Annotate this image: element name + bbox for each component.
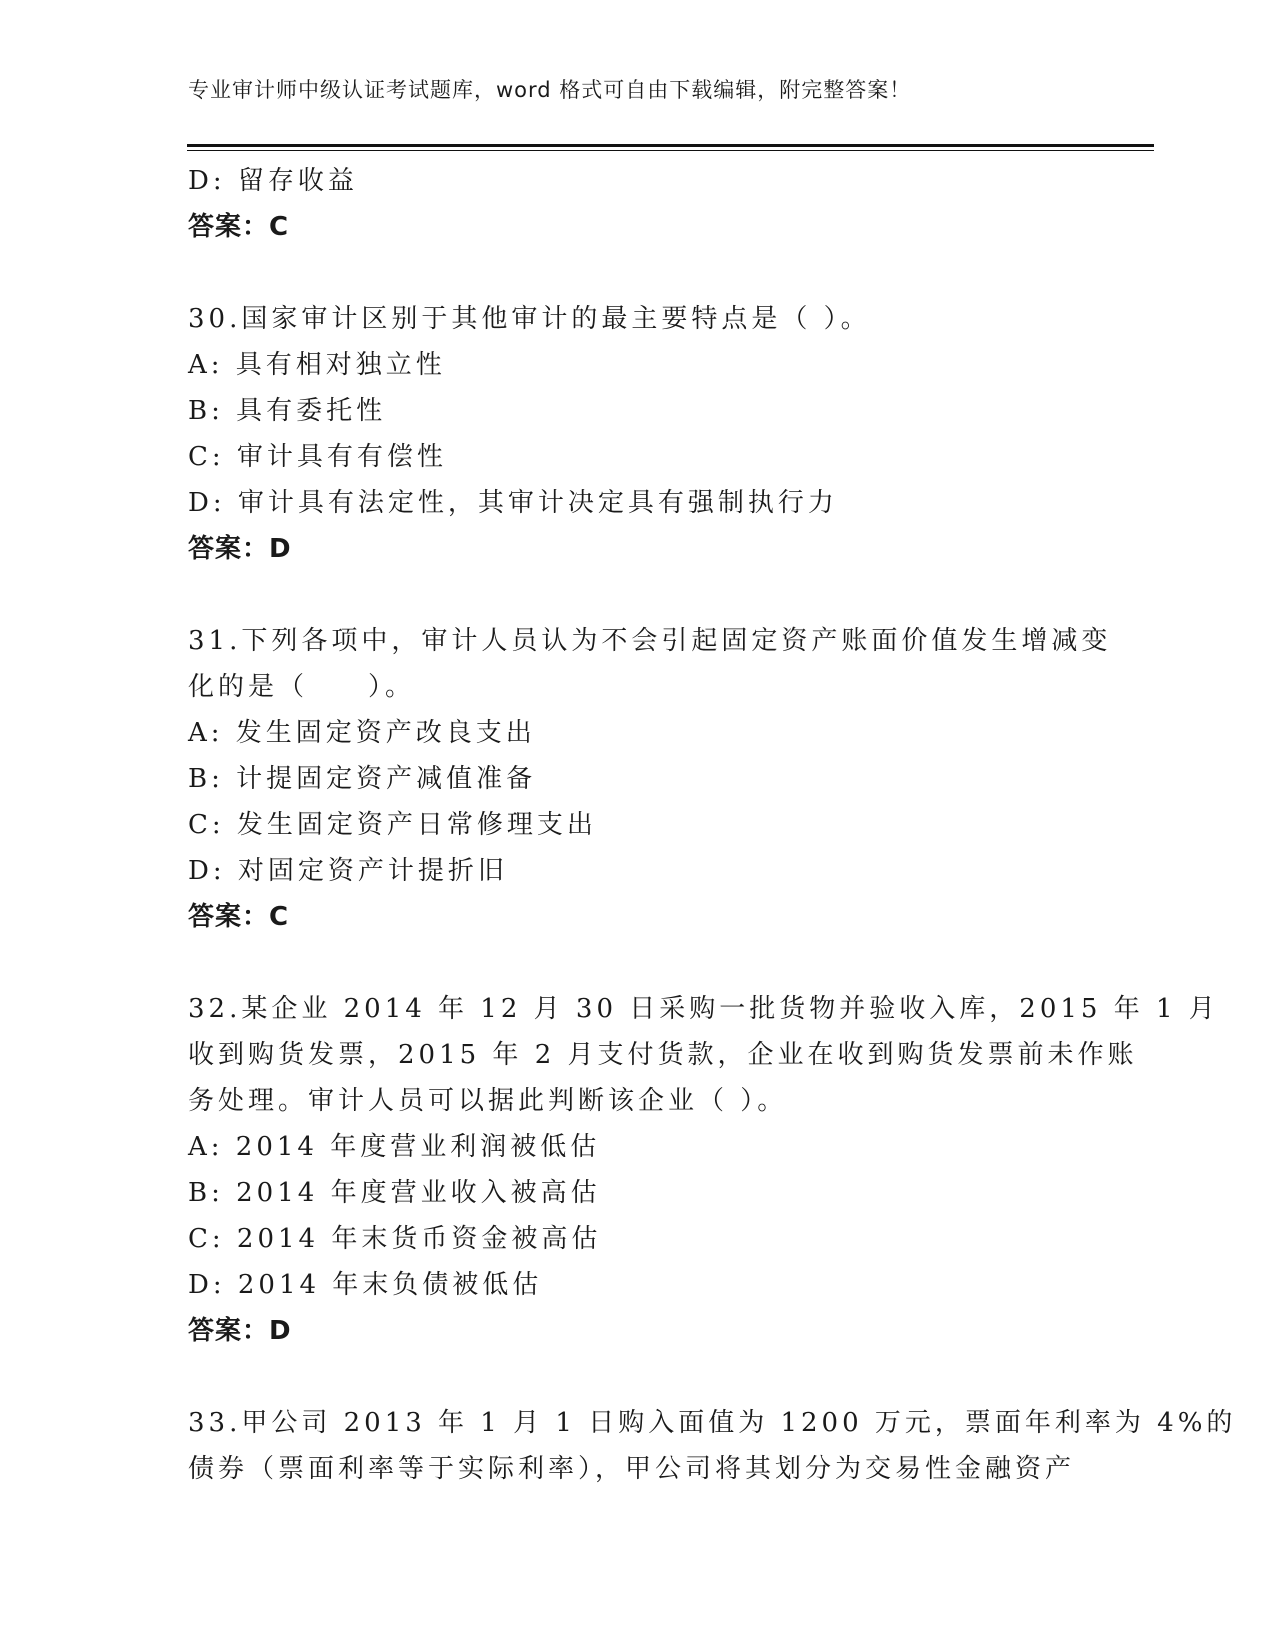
- option-b: B: 具有委托性: [188, 396, 387, 426]
- answer-line: 答案：D: [188, 1316, 292, 1346]
- option-c: C: 2014 年末货币资金被高估: [188, 1224, 602, 1254]
- option-b: B: 计提固定资产减值准备: [188, 764, 537, 794]
- question-stem: 30.国家审计区别于其他审计的最主要特点是（ ）。: [188, 304, 871, 334]
- option-d: D: 2014 年末负债被低估: [188, 1270, 543, 1300]
- spacer: [188, 572, 1088, 618]
- question-stem: 31.下列各项中，审计人员认为不会引起固定资产账面价值发生增减变: [188, 626, 1112, 656]
- option-a: A: 2014 年度营业利润被低估: [188, 1132, 601, 1162]
- question-stem: 化的是（ ）。: [188, 672, 416, 702]
- option-d: D: 留存收益: [188, 166, 358, 196]
- spacer: [188, 1354, 1088, 1400]
- option-d: D: 对固定资产计提折旧: [188, 856, 508, 886]
- answer-line: 答案：C: [188, 212, 290, 242]
- question-content: [188, 158, 1237, 1492]
- question-stem: 债券（票面利率等于实际利率），甲公司将其划分为交易性金融资产: [188, 1454, 1076, 1484]
- option-a: A: 具有相对独立性: [188, 350, 446, 380]
- option-c: C: 发生固定资产日常修理支出: [188, 810, 597, 840]
- option-b: B: 2014 年度营业收入被高估: [188, 1178, 601, 1208]
- page-header: 专业审计师中级认证考试题库，word 格式可自由下载编辑，附完整答案！: [188, 78, 912, 102]
- question-stem: 务处理。审计人员可以据此判断该企业（ ）。: [188, 1086, 788, 1116]
- option-d: D: 审计具有法定性，其审计决定具有强制执行力: [188, 488, 838, 518]
- spacer: [188, 940, 1088, 986]
- question-stem: 32.某企业 2014 年 12 月 30 日采购一批货物并验收入库，2015 年 1 月: [188, 994, 1219, 1024]
- header-rule-thick: [187, 144, 1154, 147]
- spacer: [188, 250, 1088, 296]
- answer-line: 答案：D: [188, 534, 292, 564]
- answer-line: 答案：C: [188, 902, 290, 932]
- header-rule-thin: [187, 150, 1154, 151]
- option-c: C: 审计具有有偿性: [188, 442, 447, 472]
- option-a: A: 发生固定资产改良支出: [188, 718, 536, 748]
- question-stem: 33.甲公司 2013 年 1 月 1 日购入面值为 1200 万元，票面年利率为 4%的: [188, 1408, 1237, 1438]
- question-stem: 收到购货发票，2015 年 2 月支付货款，企业在收到购货发票前未作账: [188, 1040, 1138, 1070]
